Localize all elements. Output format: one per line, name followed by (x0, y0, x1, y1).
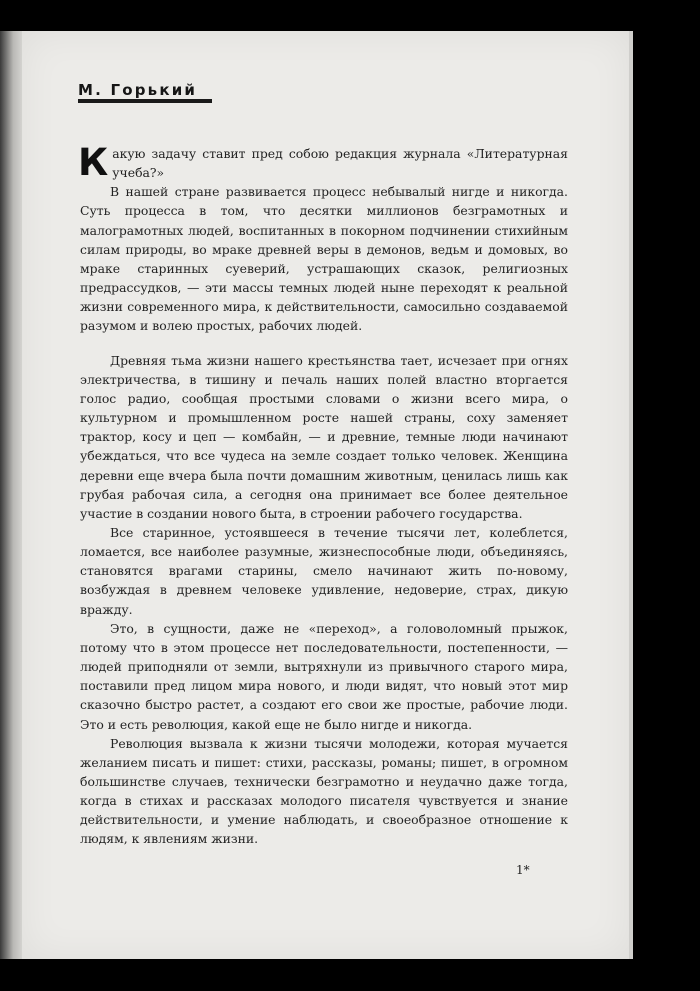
author-underline (78, 99, 212, 103)
book-page (22, 31, 629, 959)
book-spine-edge (0, 31, 22, 959)
paragraph-2: В нашей стране развивается процесс небывалый нигде и никогда. Суть процесса в том, что десятки миллионов безграмотных и малограмотных людей, воспитанных в покорном подчинении стихийным силам природы, во мраке древней веры в демонов, ведьм и домовых, во мраке старинных суеверий, устрашающих сказок, религиозных предрассудков, — эти массы темных людей ныне переходят к реальной жизни современного мира, к действительности, самосильно создаваемой разумом и волею простых, рабочих людей. (80, 184, 568, 334)
page-edge (629, 31, 633, 959)
paragraph-text: акую задачу ставит пред собою редакция журнала «Литературная учеба?» (112, 146, 568, 181)
author-heading: М. Горький (78, 81, 198, 99)
paragraph-6: Революция вызвала к жизни тысячи молодежи, которая мучается желанием писать и пишет: стихи, рассказы, романы; пишет, в огромном большинстве случаев, технически безграмотно и неудачно даже тогда, когда в стихах и рассказах молодого писателя чувствуется и знание действительности, и умение наблюдать, и своеобразное отношение к людям, к явлениям жизни. (80, 735, 568, 847)
page-number: 1* (516, 863, 530, 877)
paragraph-5: Это, в сущности, даже не «переход», а головоломный прыжок, потому что в этом процессе нет последовательности, постепенности, — людей приподняли от земли, вытряхнули из привычного старого мира, поставили пред лицом мира нового, и люди видят, что новый этот мир сказочно быстро растет, а создают его свои же простые, рабочие люди. Это и есть революция, какой еще не было нигде и никогда. (80, 620, 568, 732)
paragraph-3: Древняя тьма жизни нашего крестьянства тает, исчезает при огнях электричества, в тишину и печаль наших полей властно вторгается голос радио, сообщая простыми словами о жизни всего мира, о культурном и промышленном росте нашей страны, соху заменяет трактор, косу и цеп — комбайн, — и древние, темные люди начинают убеждаться, что все чудеса на земле создает только человек. Женщина деревни еще вчера была почти домашним животным, ценилась лишь как грубая рабочая сила, а сегодня она принимает все более деятельное участие в создании нового быта, в строении рабочего государства. (80, 352, 568, 521)
article-body (78, 141, 568, 849)
paragraph-4: Все старинное, устоявшееся в течение тысячи лет, колеблется, ломается, все наиболее разумные, жизнеспособные люди, объединяясь, становятся врагами старины, смело начинают жить по-новому, возбуждая в древнем человеке удивление, недоверие, страх, дикую вражду. (80, 524, 568, 617)
drop-cap: К (78, 141, 109, 184)
paragraph-1 (78, 141, 568, 184)
